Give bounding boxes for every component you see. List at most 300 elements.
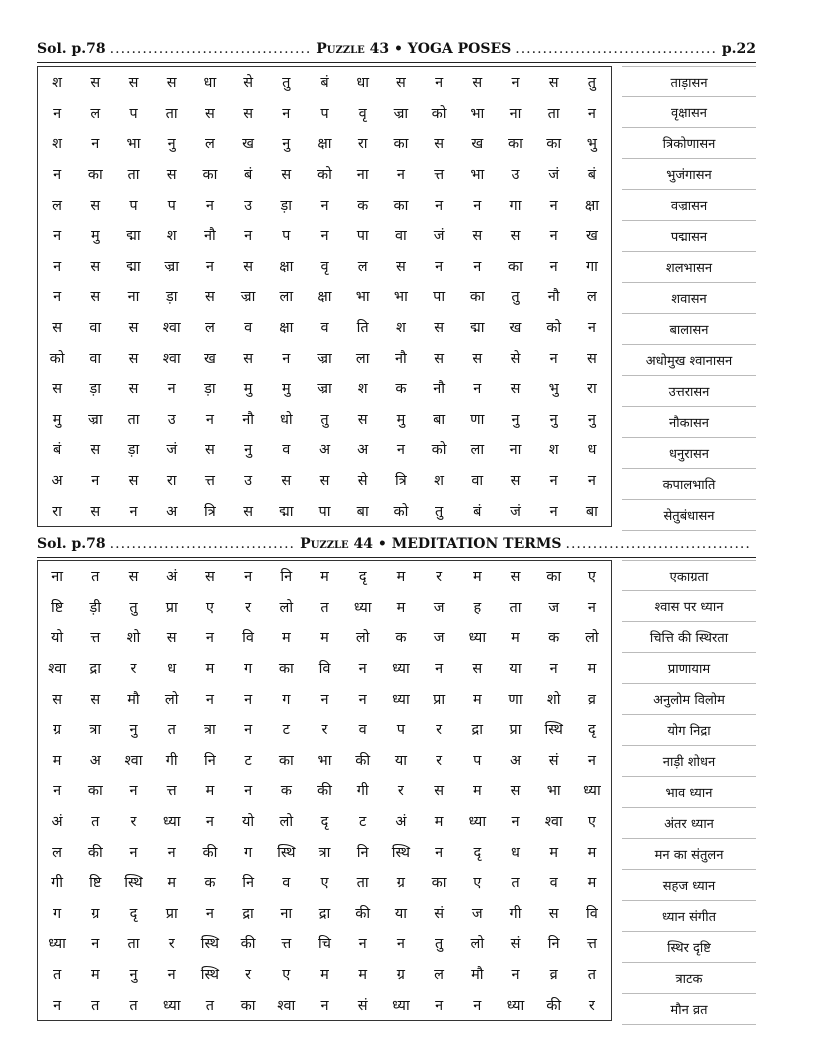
grid-cell: द्मा — [470, 320, 485, 337]
grid-cell: स्थि — [391, 844, 411, 861]
grid-cell: गी — [51, 875, 64, 892]
grid-cell: दृ — [358, 569, 367, 586]
grid-cell: प्रा — [433, 691, 446, 708]
grid-cell: न — [91, 936, 100, 953]
grid-cell: ज — [433, 599, 445, 616]
grid-cell: दृ — [588, 722, 596, 739]
grid-cell: न — [205, 814, 214, 831]
grid-cell: ता — [509, 599, 522, 616]
grid-cell: न — [167, 967, 176, 984]
grid-cell: स — [128, 75, 139, 92]
word-list-item: उत्तरासन — [622, 376, 756, 407]
grid-cell: मु — [52, 411, 62, 428]
word-list-item: अंतर ध्यान — [622, 808, 756, 839]
grid-cell: बं — [587, 167, 597, 184]
grid-cell: लो — [585, 630, 599, 647]
grid-cell: भा — [393, 289, 408, 306]
grid-cell: व — [358, 722, 367, 739]
grid-cell: धा — [203, 75, 217, 92]
word-list-item: भाव ध्यान — [622, 777, 756, 808]
grid-cell: स — [472, 228, 483, 245]
word-list-item: वज्रासन — [622, 190, 756, 221]
grid-cell: ध्या — [468, 630, 487, 647]
grid-cell: ज्रा — [87, 411, 103, 428]
grid-cell: स — [510, 473, 521, 490]
grid-cell: नि — [356, 844, 369, 861]
grid-cell: त — [511, 875, 520, 892]
grid-cell: मौ — [471, 967, 484, 984]
grid-cell: म — [320, 630, 329, 647]
grid-cell: यो — [242, 814, 255, 831]
grid-cell: म — [205, 661, 215, 678]
grid-cell: ना — [280, 905, 293, 922]
grid-cell: ष्टि — [89, 875, 102, 892]
grid-cell: ला — [279, 289, 294, 306]
grid-cell: र — [130, 814, 137, 831]
grid-cell: उ — [511, 167, 520, 184]
grid-cell: न — [244, 228, 253, 245]
grid-cell: तु — [282, 75, 291, 92]
grid-cell: ज्रा — [240, 289, 256, 306]
word-list-item: अनुलोम विलोम — [622, 684, 756, 715]
grid-cell: स — [548, 905, 559, 922]
grid-cell: म — [472, 691, 482, 708]
grid-cell: म — [320, 569, 329, 586]
grid-cell: को — [393, 503, 409, 520]
grid-cell: नि — [547, 936, 560, 953]
grid-cell: ति — [356, 320, 369, 337]
grid-cell: स — [281, 167, 292, 184]
grid-cell: ड़ी — [89, 599, 102, 616]
grid-cell: वा — [471, 473, 484, 490]
grid-cell: ष्टि — [50, 599, 64, 616]
grid-cell: स्थि — [124, 875, 143, 892]
grid-cell: क — [204, 875, 216, 892]
grid-cell: श्वा — [544, 814, 563, 831]
grid-cell: दृ — [473, 844, 482, 861]
grid-cell: ज्रा — [317, 350, 332, 367]
grid-cell: न — [167, 381, 176, 398]
grid-cell: अं — [395, 814, 407, 831]
grid-cell: द्रा — [89, 661, 102, 678]
grid-cell: ख — [509, 320, 522, 337]
grid-cell: म — [511, 630, 520, 647]
grid-cell: र — [436, 752, 443, 769]
grid-cell: का — [393, 197, 409, 214]
grid-cell: अ — [509, 752, 522, 769]
grid-cell: श — [395, 320, 406, 337]
grid-cell: ए — [282, 967, 291, 984]
puzzle-title: Puzzle 43 • YOGA POSES — [316, 41, 512, 57]
grid-cell: ड़ा — [89, 381, 102, 398]
grid-cell: द्मा — [126, 258, 141, 275]
grid-cell: प — [396, 722, 406, 739]
grid-cell: अ — [51, 473, 63, 490]
grid-cell: धो — [279, 411, 293, 428]
header-rule — [37, 557, 756, 558]
grid-cell: न — [205, 630, 214, 647]
grid-cell: को — [317, 167, 332, 184]
grid-cell: श्वा — [277, 997, 296, 1014]
grid-cell: नु — [511, 411, 520, 428]
grid-cell: न — [53, 783, 62, 800]
grid-cell: स — [243, 350, 253, 367]
grid-cell: न — [205, 691, 214, 708]
grid-cell: ध्या — [162, 997, 181, 1014]
grid-cell: त्रा — [204, 722, 216, 739]
grid-cell: क — [548, 630, 560, 647]
grid-cell: स — [395, 75, 406, 92]
grid-cell: दृ — [320, 814, 329, 831]
grid-cell: न — [244, 691, 253, 708]
grid-cell: क — [357, 197, 369, 214]
grid-cell: या — [394, 905, 407, 922]
grid-cell: पा — [318, 503, 331, 520]
grid-cell: व — [282, 875, 291, 892]
grid-cell: स — [128, 350, 139, 367]
grid-cell: ध्या — [48, 936, 66, 953]
grid-cell: स — [586, 350, 597, 367]
grid-cell: क्षा — [317, 136, 332, 153]
grid-cell: न — [91, 136, 100, 153]
grid-cell: की — [546, 997, 562, 1014]
grid-cell: णा — [508, 691, 523, 708]
grid-cell: नु — [129, 722, 138, 739]
grid-cell: श्वा — [162, 350, 181, 367]
grid-cell: ल — [204, 136, 215, 153]
grid-cell: का — [87, 167, 103, 184]
grid-cell: म — [587, 844, 597, 861]
grid-cell: स — [52, 381, 62, 398]
grid-cell: लो — [470, 936, 485, 953]
grid-cell: मु — [243, 381, 253, 398]
grid-cell: वा — [394, 228, 407, 245]
grid-cell: त्त — [90, 630, 101, 647]
grid-cell: नि — [203, 752, 216, 769]
grid-cell: का — [546, 569, 562, 586]
grid-cell: स्थि — [200, 967, 220, 984]
grid-cell: ध — [511, 844, 520, 861]
grid-cell: ट — [244, 752, 252, 769]
grid-cell: ग्र — [396, 967, 405, 984]
grid-cell: जं — [510, 503, 521, 520]
grid-cell: न — [244, 783, 253, 800]
grid-cell: ह — [473, 599, 482, 616]
word-list-item: अधोमुख श्वानासन — [622, 345, 756, 376]
grid-cell: न — [320, 228, 329, 245]
grid-cell: भा — [470, 105, 485, 122]
grid-cell: न — [511, 967, 520, 984]
grid-cell: स — [434, 136, 444, 153]
grid-cell: तु — [511, 289, 520, 306]
grid-cell: स — [243, 503, 253, 520]
grid-cell: ल — [204, 320, 215, 337]
grid-cell: स — [90, 289, 101, 306]
grid-cell: बं — [52, 442, 62, 459]
grid-cell: ध्या — [583, 783, 601, 800]
grid-cell: क — [395, 381, 407, 398]
grid-cell: न — [129, 783, 138, 800]
grid-cell: स — [204, 569, 215, 586]
grid-cell: न — [587, 105, 596, 122]
grid-cell: न — [205, 258, 214, 275]
grid-cell: जं — [548, 167, 560, 184]
grid-cell: स — [243, 258, 253, 275]
grid-cell: जं — [433, 228, 445, 245]
grid-cell: स — [52, 691, 62, 708]
grid-cell: स — [357, 411, 368, 428]
grid-cell: नि — [242, 875, 254, 892]
grid-cell: उ — [244, 473, 253, 490]
grid-cell: ध्या — [468, 814, 487, 831]
grid-cell: वि — [318, 661, 331, 678]
grid-cell: म — [587, 875, 597, 892]
word-list-item: पद्मासन — [622, 221, 756, 252]
grid-cell: की — [240, 936, 256, 953]
grid-cell: को — [431, 442, 447, 459]
grid-cell: ल — [357, 258, 368, 275]
grid-cell: ता — [165, 105, 178, 122]
word-list-item: प्राणायाम — [622, 653, 756, 684]
grid-cell: अ — [89, 752, 101, 769]
grid-cell: न — [549, 350, 558, 367]
grid-cell: र — [436, 722, 443, 739]
grid-cell: श्वा — [124, 752, 143, 769]
grid-cell: यो — [51, 630, 64, 647]
grid-cell: स — [166, 167, 177, 184]
grid-cell: नु — [244, 442, 253, 459]
grid-cell: र — [168, 936, 175, 953]
grid-cell: तु — [434, 503, 444, 520]
grid-cell: न — [53, 258, 62, 275]
grid-cell: ध्या — [392, 661, 410, 678]
grid-cell: त्त — [166, 783, 177, 800]
grid-cell: त — [587, 967, 597, 984]
grid-cell: नु — [587, 411, 596, 428]
grid-cell: ज — [548, 599, 560, 616]
grid-cell: बा — [433, 411, 446, 428]
grid-cell: तु — [587, 75, 597, 92]
word-list-item: भुजंगासन — [622, 159, 756, 190]
grid-cell: स — [472, 350, 483, 367]
grid-cell: त्रि — [395, 473, 407, 490]
grid-cell: बा — [585, 503, 598, 520]
grid-cell: मु — [281, 381, 291, 398]
grid-cell: ज — [471, 905, 483, 922]
grid-cell: स — [128, 569, 139, 586]
grid-cell: म — [587, 661, 597, 678]
grid-cell: बा — [356, 503, 369, 520]
grid-cell: ध्या — [162, 814, 181, 831]
grid-cell: स — [166, 630, 177, 647]
grid-cell: तु — [129, 599, 138, 616]
grid-cell: ज्रा — [164, 258, 179, 275]
grid-cell: चि — [318, 936, 331, 953]
grid-cell: वृ — [358, 105, 367, 122]
grid-cell: व्र — [587, 691, 596, 708]
grid-cell: रा — [587, 381, 597, 398]
grid-cell: ध — [167, 661, 177, 678]
grid-cell: द्रा — [242, 905, 254, 922]
grid-cell: न — [244, 722, 253, 739]
grid-cell: त्त — [586, 936, 597, 953]
grid-cell: नौ — [394, 350, 407, 367]
grid-cell: भा — [126, 136, 141, 153]
grid-cell: स — [128, 473, 139, 490]
grid-cell: स — [510, 228, 521, 245]
grid-cell: न — [549, 258, 558, 275]
grid-cell: दृ — [129, 905, 138, 922]
grid-cell: वृ — [320, 258, 329, 275]
grid-cell: ला — [355, 350, 370, 367]
grid-cell: ट — [282, 722, 290, 739]
grid-cell: न — [435, 75, 444, 92]
grid-cell: न — [396, 442, 405, 459]
grid-cell: रा — [166, 473, 177, 490]
word-list-item: सेतुबंधासन — [622, 500, 756, 531]
grid-cell: गा — [585, 258, 598, 275]
grid-cell: न — [53, 228, 62, 245]
grid-cell: न — [205, 905, 214, 922]
grid-cell: र — [245, 599, 252, 616]
puzzle-44-grid — [37, 560, 612, 1021]
grid-cell: म — [52, 752, 62, 769]
grid-cell: न — [549, 661, 558, 678]
grid-cell: स — [243, 105, 253, 122]
grid-cell: द्मा — [126, 228, 141, 245]
grid-cell: त्त — [204, 473, 215, 490]
grid-cell: न — [396, 167, 405, 184]
grid-cell: बं — [320, 75, 329, 92]
grid-cell: श — [357, 381, 368, 398]
grid-cell: न — [53, 167, 62, 184]
grid-cell: ख — [585, 228, 598, 245]
grid-cell: स — [510, 783, 521, 800]
grid-cell: ए — [587, 814, 596, 831]
grid-cell: न — [129, 844, 138, 861]
grid-cell: ल — [586, 289, 597, 306]
grid-cell: त — [167, 722, 176, 739]
leader-dots — [566, 536, 753, 552]
grid-cell: धा — [356, 75, 370, 92]
grid-cell: ध्या — [506, 997, 525, 1014]
grid-cell: स — [510, 381, 521, 398]
grid-cell: म — [320, 967, 329, 984]
word-list-item: बालासन — [622, 314, 756, 345]
grid-cell: ख — [242, 136, 255, 153]
grid-cell: का — [508, 136, 523, 153]
grid-cell: ज्रा — [393, 105, 409, 122]
grid-cell: प — [129, 197, 138, 214]
grid-cell: श — [166, 228, 177, 245]
grid-cell: स्थि — [200, 936, 220, 953]
grid-cell: म — [281, 630, 291, 647]
grid-cell: न — [473, 997, 482, 1014]
grid-cell: ना — [127, 289, 140, 306]
grid-cell: ए — [205, 599, 214, 616]
grid-cell: भा — [546, 783, 561, 800]
grid-cell: ल — [434, 967, 445, 984]
grid-cell: म — [205, 783, 215, 800]
grid-cell: अं — [166, 569, 178, 586]
grid-cell: न — [587, 320, 596, 337]
grid-cell: नौ — [242, 411, 254, 428]
grid-cell: न — [473, 258, 482, 275]
grid-cell: न — [473, 197, 482, 214]
grid-cell: ग — [244, 661, 253, 678]
grid-cell: द्मा — [279, 503, 294, 520]
grid-cell: की — [355, 752, 371, 769]
grid-cell: श — [52, 75, 63, 92]
word-list-item: त्रिकोणासन — [622, 128, 756, 159]
grid-cell: गी — [356, 783, 369, 800]
grid-cell: न — [282, 350, 291, 367]
grid-cell: ता — [127, 411, 140, 428]
grid-cell: क्षा — [584, 197, 599, 214]
grid-cell: मौ — [127, 691, 140, 708]
grid-cell: उ — [244, 197, 253, 214]
leader-dots — [110, 536, 297, 552]
grid-cell: भा — [470, 167, 485, 184]
grid-cell: स — [204, 289, 215, 306]
grid-cell: ट — [359, 814, 367, 831]
grid-cell: स — [510, 569, 521, 586]
grid-cell: न — [549, 473, 558, 490]
grid-cell: मु — [396, 411, 406, 428]
grid-cell: नु — [282, 136, 291, 153]
grid-cell: न — [587, 473, 596, 490]
grid-cell: न — [167, 844, 176, 861]
word-list-item: श्वास पर ध्यान — [622, 591, 756, 622]
grid-cell: न — [511, 814, 520, 831]
grid-cell: भा — [317, 752, 332, 769]
grid-cell: ग — [244, 844, 253, 861]
grid-cell: पा — [356, 228, 369, 245]
grid-cell: म — [472, 783, 482, 800]
grid-cell: न — [358, 661, 367, 678]
grid-cell: म — [472, 569, 482, 586]
grid-cell: सं — [357, 997, 368, 1014]
grid-cell: त — [91, 997, 100, 1014]
grid-cell: भु — [548, 381, 559, 398]
grid-cell: ता — [547, 105, 560, 122]
grid-cell: ध्या — [392, 691, 410, 708]
puzzle-44-header — [37, 533, 756, 555]
grid-cell: क — [395, 630, 407, 647]
grid-cell: श्वा — [48, 661, 67, 678]
grid-cell: सं — [434, 905, 444, 922]
word-list-item: योग निद्रा — [622, 715, 756, 746]
word-list-item: धनुरासन — [622, 438, 756, 469]
grid-cell: स — [52, 320, 62, 337]
grid-cell: गी — [509, 905, 522, 922]
grid-cell: ल — [52, 197, 63, 214]
grid-cell: अ — [166, 503, 178, 520]
grid-cell: न — [320, 997, 329, 1014]
grid-cell: व — [549, 875, 558, 892]
grid-cell: ध — [587, 442, 597, 459]
grid-cell: प्रा — [509, 722, 522, 739]
grid-cell: स — [472, 661, 483, 678]
grid-cell: ज — [433, 630, 445, 647]
grid-cell: का — [278, 661, 294, 678]
grid-cell: या — [509, 661, 522, 678]
grid-cell: ए — [320, 875, 329, 892]
grid-cell: जं — [166, 442, 178, 459]
grid-cell: सं — [510, 936, 521, 953]
grid-cell: त — [91, 814, 100, 831]
grid-cell: स — [204, 105, 215, 122]
